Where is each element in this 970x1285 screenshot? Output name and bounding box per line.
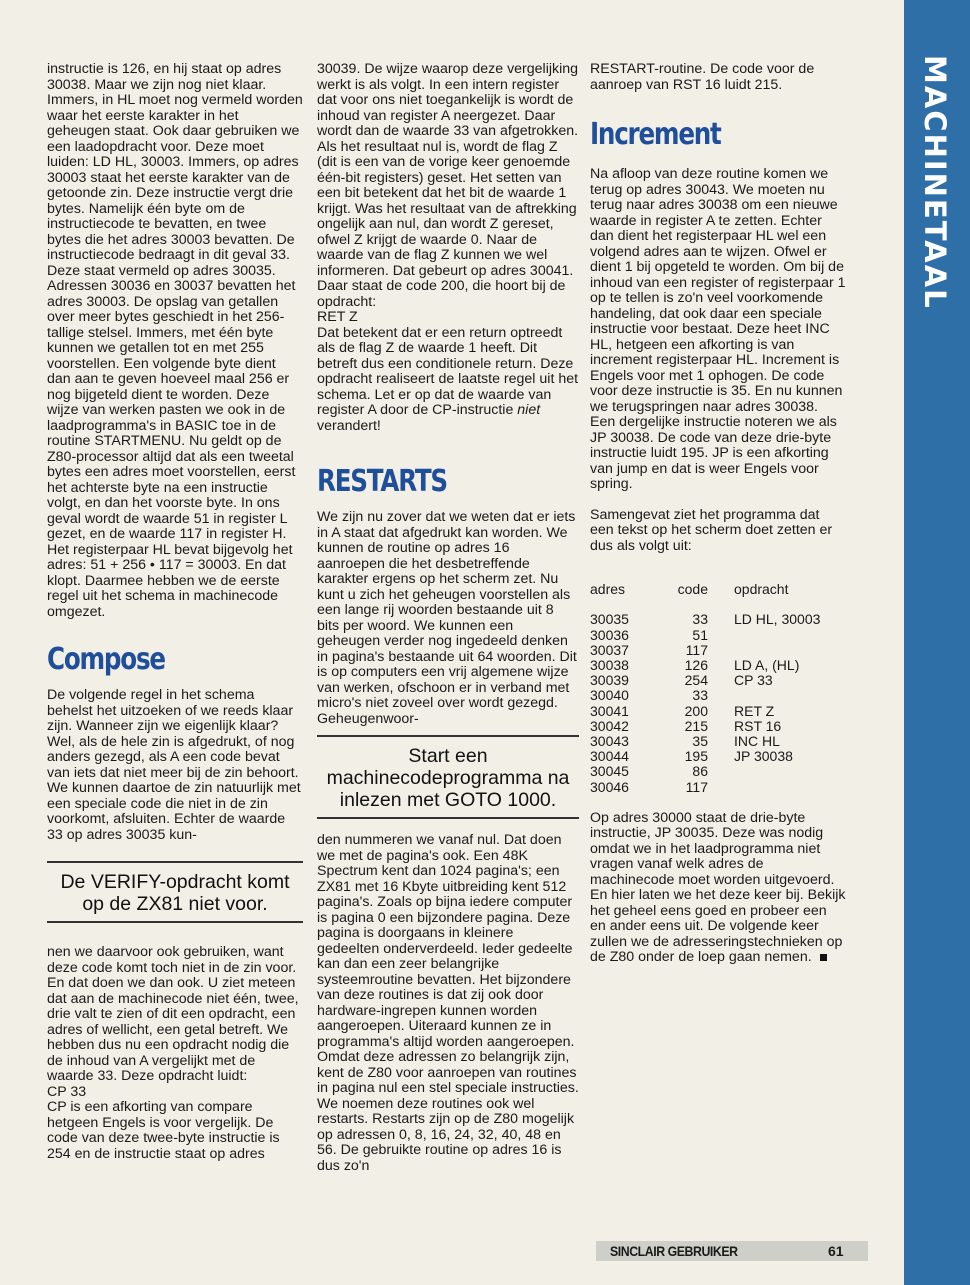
code-cell: 86 [692,763,708,780]
column-2 [317,62,579,1174]
code-line: RET Z [317,309,358,325]
address-cell: 30036 [590,626,629,643]
instruction-cell [734,688,820,703]
paragraph: instructie is 126, en hij staat op adres 30038. Maar we zijn nog niet klaar. Immers, in HL moet nog vermeld worden waar het eerste karakter in het geheugen staat. Ook daar gebruiken we een laadopdracht voor. Deze moet luiden: LD HL, 30003. Immers, op adres 30003 staat het eerste karakter van de getoonde zin. Deze instructie vergt drie bytes. Namelijk één byte om de instructiecode te bevatten, en twee bytes die het adres 30003 bevatten. De instructiecode bedraagt in dit geval 33. Deze staat vermeld op adres 30035. Adressen 30036 en 30037 bevatten het adres 30003. De opslag van getallen over meer bytes geschiedt in het 256-tallige stelsel. Immers, met één byte kunnen we getallen tot en met 255 voorstellen. Een volgende byte dient dan aan te geven hoeveel maal 256 er nog bijgeteld dient te worden. Deze wijze van werken pasten we ook in de laadprogramma's in BASIC toe in de routine STARTMENU. Nu geldt op de Z80-processor altijd dat als een tweetal bytes een adres moet voorstellen, eerst het achterste byte na een instructie volgt, en dan het voorste byte. In ons geval wordt de waarde 51 in register L gezet, en de waarde 117 in register H. Het registerpaar HL bevat bijgevolg het adres: 51 + 256 • 117 = 30003. En dat klopt. Daarmee hebben we de eerste regel uit het schema in machinecode omgezet. [47,61,303,620]
paragraph [590,811,846,966]
paragraph: Samengevat ziet het programma dat een tekst op het scherm doet zetten er dus als volgt uit: [590,506,833,554]
address-cell: 30044 [590,748,629,765]
address-cell: 30042 [590,717,629,734]
table-row [590,612,820,627]
spacer-row [590,597,820,612]
text-span: Op adres 30000 staat de drie-byte instructie, JP 30035. Deze was nodig omdat we in het laadprogramma niet vragen vanaf welk adres de machinecode moet worden uitgevoerd. En hier laten we het deze keer bij. Bekijk het geheel eens goed en probeer een en ander eens uit. De volgende keer zullen we de adresseringstechnieken op de Z80 onder de loep gaan nemen. [590,809,846,966]
column-3 [590,62,846,966]
code-cell: 117 [685,778,708,795]
end-mark-icon [820,954,827,961]
heading-increment: Increment [590,117,721,152]
pull-quote-goto [317,735,579,819]
text-span: Dat betekent dat er een return optreedt als de flag Z de waarde 1 heeft. Dit betreft dus een conditionele return. Deze opdracht realiseert de laatste regel uit het schema. Let er op dat de waarde van register A door de CP-instructie [317,324,579,418]
code-cell: 35 [692,733,708,750]
table-row [590,688,820,703]
paragraph: De volgende regel in het schema behelst het uitzoeken of we reeds klaar zijn. Wanneer zijn we eigenlijk klaar? Wel, als de hele zin is afgedrukt, of nog anders gezegd, als A een code bevat van iets dat niet meer bij de zin behoort. We kunnen daartoe de zin natuurlijk met een speciale code die niet in de zin voorkomt, afsluiten. Echter de waarde 33 op adres 30035 kun- [47,687,301,843]
paragraph: RESTART-routine. De code voor de aanroep van RST 16 luidt 215. [590,61,815,93]
instruction-cell [734,764,820,779]
table-row [590,734,820,749]
paragraph: 30039. De wijze waarop deze vergelijking werkt is als volgt. In een intern register dat voor ons niet toegankelijk is wordt de inhoud van register A neergezet. Daar wordt dan de waarde 33 van afgetrokken. Als het resultaat nul is, wordt de flag Z (dit is een van de vorige keer genoemde één-bit registers) geset. Het setten van een bit betekent dat het bit de waarde 1 krijgt. Was het resultaat van de aftrekking ongelijk aan nul, dan wordt Z gereset, ofwel Z krijgt de waarde 0. Naar de waarde van de flag Z kunnen we wel informeren. Dat gebeurt op adres 30041. Daar staat de code 200, die hoort bij de opdracht: [317,61,579,310]
code-cell: 200 [684,702,708,719]
table-row [590,673,820,688]
instruction-cell: CP 33 [734,672,773,689]
table-header-row [590,582,820,597]
paragraph: nen we daarvoor ook gebruiken, want deze code komt toch niet in de zin voor. En dat doen we dan ook. U ziet meteen dat aan de machinecode niet één, twee, drie valt te zien of dit een opdracht, een adres of wellicht, een getal betreft. We hebben dus nu een opdracht nodig die de inhoud van A vergelijkt met de waarde 33. Deze opdracht luidt: [47,944,299,1084]
address-cell: 30040 [590,687,629,704]
table-row [590,764,820,779]
text-span: verandert! [317,417,381,434]
page-number: 61 [828,1243,844,1259]
program-table [590,582,820,795]
instruction-cell: LD A, (HL) [734,657,800,673]
table-row [590,749,820,764]
pull-quote-text: De VERIFY-opdracht komt op de ZX81 niet voor. [60,871,290,915]
paragraph: We zijn nu zover dat we weten dat er iets in A staat dat afgedrukt kan worden. We kunnen de routine op adres 16 aanroepen die het desbetreffende karakter ergens op het scherm zet. Nu kunt u zich het geheugen voorstellen als een lange rij woorden bestaande uit 8 bits per woord. We kunnen een geheugen verder nog ingedeeld denken in pagina's bestaande uit 64 woorden. Dit is op computers een vrij algemene wijze van werken, ofschoon er in verband met micro's niet zoveel over wordt gezegd. Geheugenwoor- [317,509,577,727]
heading-compose: Compose [47,642,165,677]
table-row [590,643,820,658]
code-cell: 254 [684,672,708,689]
instruction-cell: RST 16 [734,717,782,734]
table-row [590,704,820,719]
table-row [590,719,820,734]
address-cell: 30046 [590,778,629,795]
address-cell: 30041 [590,702,629,719]
pull-quote-text: Start een machinecodeprogramma na inlezen met GOTO 1000. [326,745,570,811]
address-cell: 30037 [590,641,629,658]
paragraph: den nummeren we vanaf nul. Dat doen we met de pagina's ook. Een 48K Spectrum kent dan 1024 pagina's; een ZX81 met 16 Kbyte uitbreiding kent 512 pagina's. Zoals op bijna iedere computer is pagina 0 een bijzondere pagina. Deze pagina is doorgaans in kleinere gedeelten onderverdeeld. Ieder gedeelte kan dan een zeer belangrijke systeemroutine bevatten. Het bijzondere van deze routines is dat zij ook door hardware-ingrepen kunnen worden aangeroepen. Uiteraard kunnen ze in programma's altijd worden aangeroepen. Omdat deze adressen zo belangrijk zijn, kent de Z80 voor aanroepen van routines in pagina nul een stel speciale instructies. We noemen deze routines ook wel restarts. Restarts zijn op de Z80 mogelijk op adressen 0, 8, 16, 24, 32, 40, 48 en 56. De gebruikte routine op adres 16 is dus zo'n [317,832,579,1174]
code-cell: 195 [684,748,708,765]
code-line: CP 33 [47,1083,87,1100]
column-header: opdracht [734,581,789,597]
instruction-cell [734,643,820,658]
paragraph: Na afloop van deze routine komen we terug op adres 30043. We moeten nu terug naar adres 30038 om een nieuwe waarde in register A te zetten. Echter dan dient het registerpaar HL wel een volgend adres aan te wijzen. Ofwel er dient 1 bij opgeteld te worden. Om bij de inhoud van een register of registerpaar 1 op te tellen is zo'n veel voorkomende handeling, dat ook daar een speciale instructie voor bestaat. Deze heet INC HL, hetgeen een afkorting is van increment registerpaar HL. Increment is Engels voor met 1 ophogen. De code voor deze instructie is 35. En nu kunnen we terugspringen naar adres 30038. Een dergelijke instructie noteren we als JP 30038. De code van deze drie-byte instructie luidt 195. JP is een afkorting van jump en dat is weer Engels voor spring. [590,166,846,492]
page-footer [596,1241,868,1261]
address-cell: 30035 [590,611,629,628]
section-title: MACHINETAAL [918,55,952,310]
code-cell: 33 [692,611,708,628]
column-1 [47,62,303,1162]
code-cell: 33 [692,687,708,704]
code-cell: 117 [685,641,708,658]
address-cell: 30045 [590,763,629,780]
heading-restarts: RESTARTS [317,464,447,499]
instruction-cell [734,780,820,795]
instruction-cell: RET Z [734,702,775,719]
code-cell: 126 [684,657,708,673]
emphasis: niet [517,402,541,418]
instruction-cell [734,628,820,643]
address-cell: 30039 [590,672,629,689]
table-row [590,628,820,643]
table-row [590,658,820,673]
paragraph: CP is een afkorting van compare hetgeen Engels is voor vergelijk. De code van deze twee-byte instructie is 254 en de instructie staat op adres [47,1099,280,1162]
code-cell: 215 [684,717,708,734]
instruction-cell: LD HL, 30003 [734,611,821,628]
table-row [590,780,820,795]
code-cell: 51 [692,626,708,643]
instruction-cell: INC HL [734,733,780,750]
column-header: adres [590,581,626,597]
instruction-cell: JP 30038 [734,748,793,765]
address-cell: 30038 [590,657,629,673]
column-header: code [677,581,708,597]
paragraph [317,326,579,435]
magazine-name: SINCLAIR GEBRUIKER [610,1243,738,1259]
address-cell: 30043 [590,733,629,750]
section-sidebar [904,0,970,1285]
pull-quote-verify [47,861,303,923]
